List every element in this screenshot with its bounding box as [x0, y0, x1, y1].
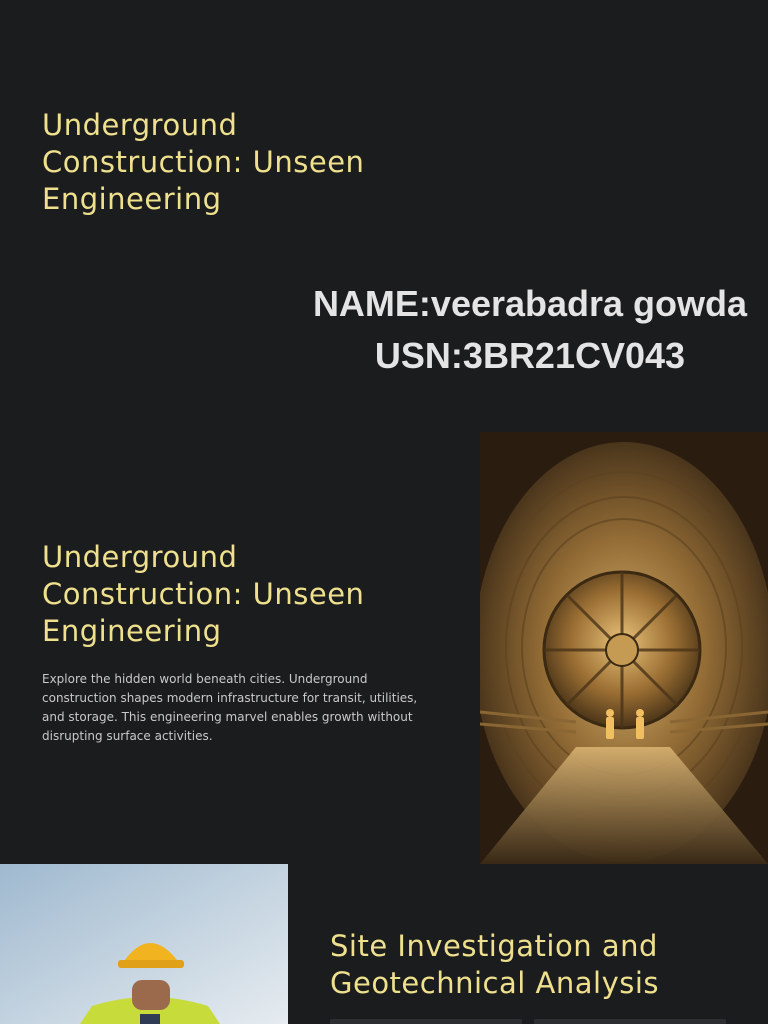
- site-investigation-slide: [0, 864, 768, 1024]
- title-slide-heading: Underground Construction: Unseen Engineering: [42, 108, 365, 216]
- intro-slide-heading: Underground Construction: Unseen Engineering: [42, 540, 365, 648]
- intro-slide: [0, 432, 768, 864]
- tunnel-boring-machine-image: [480, 432, 768, 864]
- construction-worker-image: [0, 864, 288, 1024]
- content-card: [330, 1019, 522, 1024]
- site-slide-heading: Site Investigation and Geotechnical Analysis: [330, 929, 660, 1000]
- author-usn: USN:3BR21CV043: [374, 335, 686, 376]
- intro-slide-body: Explore the hidden world beneath cities. Underground construction shapes modern infrastructure for transit, utilities, and storage. This engineering marvel enables growth without disrupting surface activities.: [42, 672, 418, 743]
- author-block: [300, 278, 760, 382]
- content-card: [534, 1019, 726, 1024]
- author-name: NAME:veerabadra gowda: [312, 283, 748, 324]
- title-slide: [0, 0, 768, 432]
